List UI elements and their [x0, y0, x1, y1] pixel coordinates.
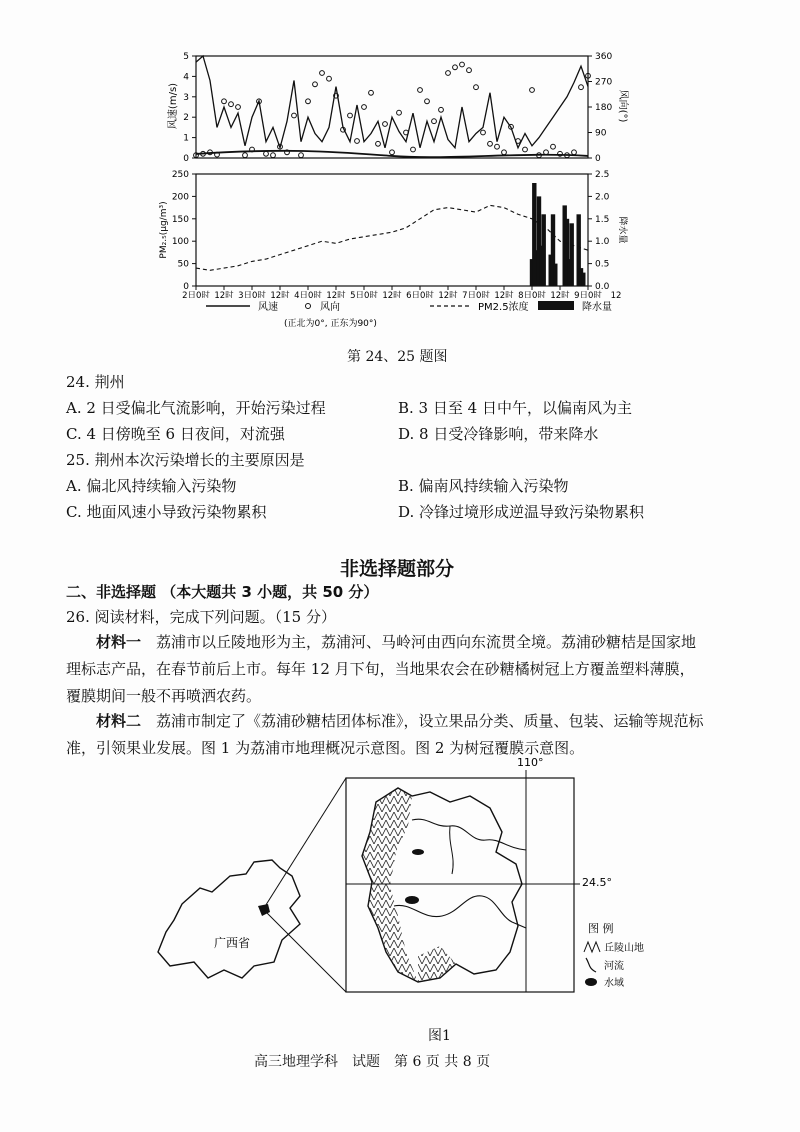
- pm25-ytick-left-label: 50: [177, 259, 189, 270]
- wind-dir-point: [306, 99, 311, 104]
- pm25-xtick-label: 3日0时: [238, 291, 266, 298]
- q25-stem: 25. 荆州本次污染增长的主要原因是: [66, 451, 305, 469]
- section-title: 非选择题部分: [340, 558, 455, 580]
- precip-ytick-right-label: 1.5: [595, 214, 610, 225]
- pm25-xtick-label: 12时: [550, 291, 570, 298]
- wind-dir-point: [271, 153, 276, 158]
- wind-dir-point: [313, 82, 318, 87]
- wind-dir-axis-label: 风向(°): [617, 89, 628, 123]
- pm25-ytick-left-label: 250: [171, 170, 189, 180]
- wind-chart: [150, 48, 630, 176]
- pm25-plot-frame: [196, 174, 588, 286]
- material-2-text: 荔浦市制定了《荔浦砂糖桔团体标准》，设立果品分类、质量、包装、运输等规范标准，引领果业发展。图 1 为荔浦市地理概况示意图。图 2 为树冠覆膜示意图。: [66, 712, 704, 757]
- wind-dir-point: [432, 119, 437, 124]
- water-body-1: [412, 849, 424, 855]
- legend-hill-label: 丘陵山地: [604, 943, 644, 954]
- wind-speed-series: [196, 56, 588, 148]
- wind-chart-svg: [150, 48, 630, 176]
- wind-dir-point: [439, 107, 444, 112]
- precip-axis-label: 降水量: [617, 216, 627, 244]
- page-footer: 高三地理学科 试题 第 6 页 共 8 页: [254, 1054, 491, 1070]
- pm25-xtick-label: 4日0时: [294, 291, 322, 298]
- wind-dir-point: [383, 122, 388, 127]
- wind-dir-point: [446, 71, 451, 76]
- figure-caption: 第 24、25 题图: [347, 349, 448, 365]
- wind-dir-point: [243, 153, 248, 158]
- wind-dir-point: [474, 85, 479, 90]
- river-north: [412, 819, 526, 850]
- pm25-xtick-label: 12时: [326, 291, 346, 298]
- q24-option-b: B. 3 日至 4 日中午，以偏南风为主: [398, 399, 632, 417]
- wind-dir-point: [467, 68, 472, 73]
- wind-dir-point: [530, 88, 535, 93]
- hills-west: [362, 788, 418, 982]
- map-legend-title: 图 例: [588, 922, 614, 935]
- pm25-xtick-label: 12: [610, 291, 622, 298]
- wind-dir-point: [481, 130, 486, 135]
- wind-ytick-right-label: 0: [595, 154, 601, 164]
- wind-ytick-right-label: 270: [595, 77, 613, 88]
- chart-legend: [200, 298, 630, 332]
- material-1-text: 荔浦市以丘陵地形为主，荔浦河、马岭河由西向东流贯全境。荔浦砂糖桔是国家地理标志产品，在春节前后上市。每年 12 月下旬，当地果农会在砂糖橘树冠上方覆盖塑料薄膜，覆膜期间一般不再喷洒农药。: [66, 633, 697, 705]
- connector-bottom: [264, 910, 346, 992]
- q24-option-a: A. 2 日受偏北气流影响，开始污染过程: [66, 399, 326, 417]
- wind-ytick-right-label: 360: [595, 52, 613, 62]
- q25-option-c: C. 地面风速小导致污染物累积: [66, 503, 267, 521]
- wind-dir-point: [425, 99, 430, 104]
- q25-option-d: D. 冷锋过境形成逆温导致污染物累积: [398, 503, 645, 521]
- map-caption: 图1: [428, 1028, 451, 1044]
- wind-dir-point: [299, 153, 304, 158]
- legend-pm25: PM2.5浓度: [478, 302, 529, 313]
- pm25-series: [196, 205, 588, 270]
- material-2-label: 材料二: [96, 712, 142, 730]
- legend-wind-dir: 风向: [320, 302, 340, 313]
- precip-bar: [542, 214, 546, 286]
- wind-ytick-left-label: 3: [183, 92, 189, 103]
- q26-stem: 26. 阅读材料，完成下列问题。（15 分）: [66, 608, 336, 626]
- wind-dir-point: [551, 144, 556, 149]
- pm25-chart: [150, 168, 630, 298]
- wind-dir-point: [523, 147, 528, 152]
- pm25-xtick-label: 7日0时: [462, 291, 490, 298]
- q25-option-b: B. 偏南风持续输入污染物: [398, 477, 569, 495]
- wind-ytick-left-label: 1: [183, 133, 189, 144]
- water-body-2: [405, 896, 419, 904]
- wind-ytick-right-label: 90: [595, 128, 607, 139]
- pm25-ytick-left-label: 0: [183, 282, 189, 292]
- wind-speed-axis-label: 风速(m/s): [168, 82, 179, 130]
- wind-dir-point: [579, 85, 584, 90]
- wind-ytick-right-label: 180: [595, 103, 613, 113]
- wind-dir-point: [411, 147, 416, 152]
- wind-dir-point: [488, 141, 493, 146]
- pm25-xtick-label: 12时: [438, 291, 458, 298]
- precip-bar: [570, 223, 574, 286]
- precip-ytick-right-label: 0.0: [595, 282, 610, 292]
- precip-bar: [581, 273, 585, 286]
- material-1: [66, 629, 706, 710]
- pm25-axis-label: PM₂.₅(μg/m³): [159, 201, 169, 259]
- wind-dir-point: [320, 71, 325, 76]
- river-branch: [450, 826, 453, 874]
- legend-hill-icon: [584, 942, 600, 952]
- wind-dir-point: [327, 76, 332, 81]
- legend-precip: 降水量: [582, 302, 612, 313]
- map-svg: [150, 756, 670, 1020]
- lat-label: 24.5°: [582, 876, 612, 889]
- wind-dir-point: [355, 139, 360, 144]
- legend-wind-dir-swatch: [306, 304, 311, 309]
- pm25-xtick-label: 12时: [494, 291, 514, 298]
- wind-dir-point: [236, 105, 241, 110]
- precip-ytick-right-label: 0.5: [595, 259, 610, 270]
- wind-dir-point: [453, 65, 458, 70]
- wind-speed-envelope: [196, 151, 588, 157]
- wind-dir-point: [292, 113, 297, 118]
- wind-dir-point: [362, 105, 367, 110]
- pm25-xtick-label: 12时: [382, 291, 402, 298]
- legend-water-label: 水域: [604, 978, 624, 989]
- legend-wind-speed: 风速: [258, 302, 278, 313]
- q25-option-a: A. 偏北风持续输入污染物: [66, 477, 237, 495]
- legend-river-label: 河流: [604, 961, 624, 972]
- chart-legend-svg: [200, 298, 630, 332]
- map-figure: [150, 756, 670, 1020]
- pm25-xtick-label: 8日0时: [518, 291, 546, 298]
- pm25-chart-svg: [150, 168, 630, 298]
- wind-ytick-left-label: 2: [183, 113, 189, 124]
- wind-dir-point: [397, 110, 402, 115]
- wind-plot-frame: [196, 56, 588, 158]
- legend-water-icon: [585, 978, 597, 986]
- section-heading: 二、非选择题 （本大题共 3 小题，共 50 分）: [66, 583, 379, 601]
- legend-precip-swatch: [538, 301, 574, 310]
- wind-dir-point: [264, 151, 269, 156]
- legend-river-icon: [586, 958, 596, 972]
- guangxi-outline: [158, 860, 300, 978]
- pm25-xtick-label: 12时: [214, 291, 234, 298]
- wind-ytick-left-label: 4: [183, 72, 189, 83]
- pm25-xtick-label: 2日0时: [182, 291, 210, 298]
- precip-ytick-right-label: 2.0: [595, 192, 610, 203]
- precip-ytick-right-label: 1.0: [595, 237, 610, 248]
- wind-dir-point: [390, 150, 395, 155]
- precip-ytick-right-label: 2.5: [595, 170, 610, 180]
- lon-label: 110°: [517, 756, 544, 769]
- pm25-xtick-label: 6日0时: [406, 291, 434, 298]
- material-1-label: 材料一: [96, 633, 142, 651]
- q24-option-d: D. 8 日受冷锋影响，带来降水: [398, 425, 599, 443]
- pm25-ytick-left-label: 150: [171, 214, 189, 225]
- pm25-xtick-label: 12时: [270, 291, 290, 298]
- material-2: [66, 708, 706, 762]
- wind-dir-point: [418, 88, 423, 93]
- wind-dir-point: [544, 150, 549, 155]
- wind-ytick-left-label: 5: [183, 52, 189, 62]
- connector-top: [264, 778, 346, 908]
- wind-ytick-left-label: 0: [183, 154, 189, 164]
- province-label: 广西省: [214, 936, 251, 950]
- wind-dir-point: [572, 150, 577, 155]
- wind-dir-point: [502, 150, 507, 155]
- q24-option-c: C. 4 日傍晚至 6 日夜间，对流强: [66, 425, 285, 443]
- wind-dir-point: [348, 113, 353, 118]
- hills-south: [418, 946, 456, 982]
- wind-dir-point: [222, 99, 227, 104]
- wind-dir-point: [376, 141, 381, 146]
- legend-wind-note: (正北为0°, 正东为90°): [284, 319, 377, 329]
- pm25-ytick-left-label: 100: [171, 237, 189, 248]
- pm25-xtick-label: 9日0时: [574, 291, 602, 298]
- wind-dir-point: [229, 102, 234, 107]
- precip-bar: [553, 264, 557, 286]
- q24-stem: 24. 荆州: [66, 373, 125, 391]
- wind-dir-point: [460, 62, 465, 67]
- wind-dir-point: [495, 144, 500, 149]
- pm25-ytick-left-label: 200: [171, 192, 189, 203]
- wind-dir-point: [369, 90, 374, 95]
- pm25-xtick-label: 5日0时: [350, 291, 378, 298]
